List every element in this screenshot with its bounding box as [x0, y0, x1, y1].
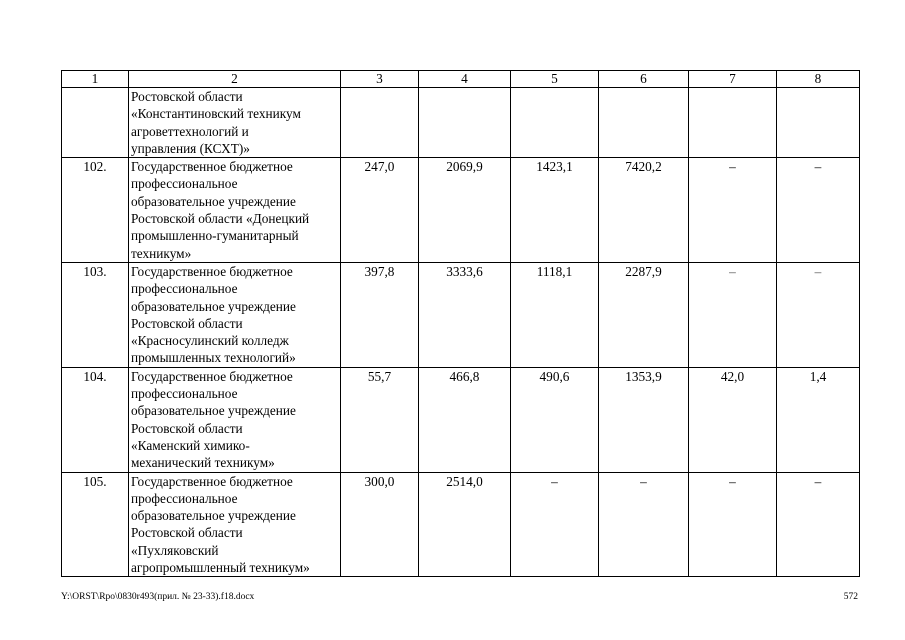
row-number: [62, 88, 129, 158]
value-col-4: [419, 88, 511, 158]
value-col-5: –: [511, 472, 599, 577]
column-header: 3: [341, 71, 419, 88]
value-col-4: 2069,9: [419, 158, 511, 263]
data-table: [61, 70, 860, 577]
institution-name: Государственное бюджетное профессиональное образовательное учреждение Ростовской области «Красносулинский колледж промышленных технологий»: [129, 262, 341, 367]
institution-name: Государственное бюджетное профессиональное образовательное учреждение Ростовской области «Пухляковский агропромышленный техникум»: [129, 472, 341, 577]
value-col-7: –: [689, 262, 777, 367]
column-header: 7: [689, 71, 777, 88]
value-col-8: –: [777, 472, 860, 577]
value-col-6: 2287,9: [599, 262, 689, 367]
value-col-3: 55,7: [341, 367, 419, 472]
value-col-3: 247,0: [341, 158, 419, 263]
page-number: 572: [843, 592, 858, 602]
value-col-6: [599, 88, 689, 158]
value-col-3: 397,8: [341, 262, 419, 367]
value-col-6: –: [599, 472, 689, 577]
table-row: [62, 158, 860, 263]
institution-name: Государственное бюджетное профессиональное образовательное учреждение Ростовской области «Каменский химико- механический техникум»: [129, 367, 341, 472]
institution-name: Государственное бюджетное профессиональное образовательное учреждение Ростовской области «Донецкий промышленно-гуманитарный техникум»: [129, 158, 341, 263]
value-col-4: 466,8: [419, 367, 511, 472]
value-col-8: 1,4: [777, 367, 860, 472]
value-col-5: 1423,1: [511, 158, 599, 263]
row-number: 103.: [62, 262, 129, 367]
value-col-6: 7420,2: [599, 158, 689, 263]
value-col-4: 2514,0: [419, 472, 511, 577]
row-number: 104.: [62, 367, 129, 472]
value-col-8: [777, 88, 860, 158]
value-col-7: –: [689, 472, 777, 577]
value-col-7: [689, 88, 777, 158]
table-row: [62, 472, 860, 577]
table-row: [62, 88, 860, 158]
value-col-4: 3333,6: [419, 262, 511, 367]
value-col-7: 42,0: [689, 367, 777, 472]
header-row: [62, 71, 860, 88]
value-col-6: 1353,9: [599, 367, 689, 472]
value-col-5: 1118,1: [511, 262, 599, 367]
value-col-7: –: [689, 158, 777, 263]
column-header: 2: [129, 71, 341, 88]
value-col-8: –: [777, 158, 860, 263]
footer-file-path: Y:\ORST\Rpo\0830r493(прил. № 23-33).f18.docx: [61, 592, 255, 602]
value-col-3: [341, 88, 419, 158]
value-col-5: [511, 88, 599, 158]
table-row: [62, 262, 860, 367]
table-row: [62, 367, 860, 472]
row-number: 102.: [62, 158, 129, 263]
value-col-3: 300,0: [341, 472, 419, 577]
column-header: 6: [599, 71, 689, 88]
column-header: 1: [62, 71, 129, 88]
value-col-5: 490,6: [511, 367, 599, 472]
row-number: 105.: [62, 472, 129, 577]
column-header: 8: [777, 71, 860, 88]
institution-name: Ростовской области «Константиновский техникум агроветтехнологий и управления (КСХТ)»: [129, 88, 341, 158]
column-header: 4: [419, 71, 511, 88]
column-header: 5: [511, 71, 599, 88]
value-col-8: –: [777, 262, 860, 367]
